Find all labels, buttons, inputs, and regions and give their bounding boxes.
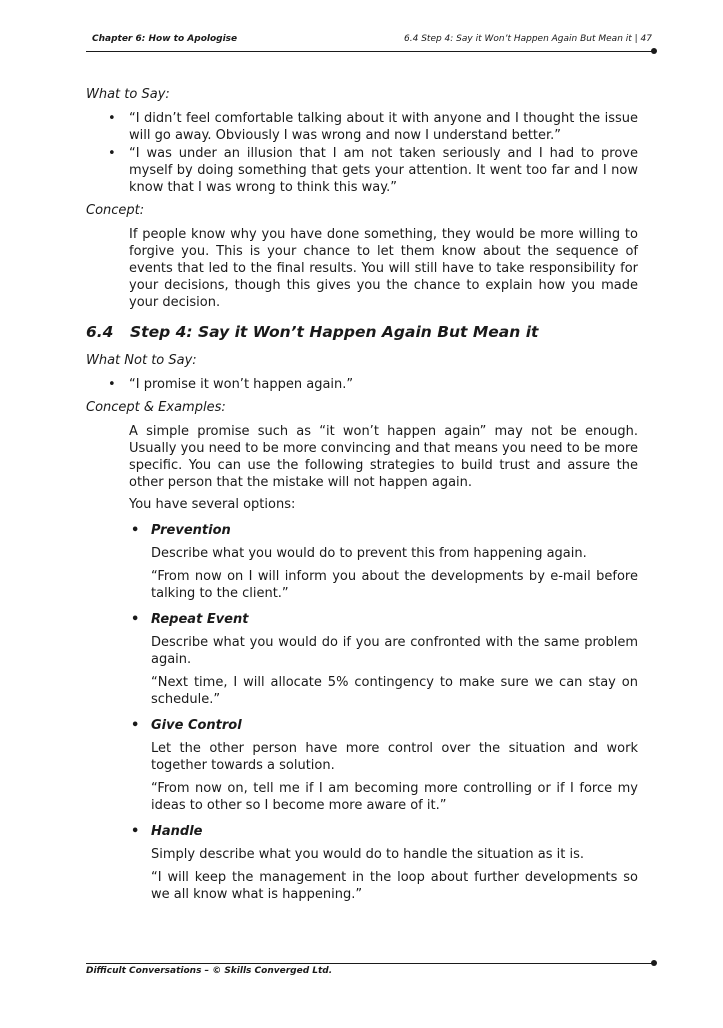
- section-number: 6.4: [86, 323, 114, 341]
- header-rule-dot: [651, 48, 657, 54]
- page-body: [86, 86, 638, 909]
- option-title: • Repeat Event: [129, 611, 638, 628]
- page-footer: Difficult Conversations – © Skills Converged Ltd.: [86, 966, 333, 976]
- concept-label: Concept:: [86, 203, 145, 218]
- what-to-say-list: [86, 110, 638, 196]
- what-not-to-say-label: What Not to Say:: [86, 353, 197, 368]
- option-example: “From now on, tell me if I am becoming more controlling or if I force my ideas to other so I become more aware of it.”: [151, 781, 638, 813]
- option-title: • Give Control: [129, 717, 638, 734]
- section-title: Step 4: Say it Won’t Happen Again But Mean it: [130, 323, 539, 341]
- options-intro: You have several options:: [129, 497, 296, 512]
- concept-examples-paragraph: A simple promise such as “it won’t happen again” may not be enough. Usually you need to be more convincing and that means you need to be more specific. You can use the following strategies to build trust and assure the other person that the mistake will not happen again.: [129, 424, 638, 490]
- option-description: Describe what you would do to prevent this from happening again.: [151, 546, 587, 561]
- list-item: • “I promise it won’t happen again.”: [86, 376, 638, 393]
- header-chapter-title: Chapter 6: How to Apologise: [92, 34, 238, 44]
- option-title: • Prevention: [129, 522, 638, 539]
- footer-rule-dot: [651, 960, 657, 966]
- list-item: • “I didn’t feel comfortable talking about it with anyone and I thought the issue will go away. Obviously I was wrong and now I understand better.”: [86, 110, 638, 144]
- what-not-to-say-list: [86, 376, 638, 393]
- option-example: “Next time, I will allocate 5% contingency to make sure we can stay on schedule.”: [151, 675, 638, 707]
- list-item: • “I was under an illusion that I am not taken seriously and I had to prove myself by doing something that gets your attention. It went too far and I now know that I was wrong to think this way.”: [86, 145, 638, 196]
- footer-rule: [86, 963, 652, 964]
- page-header: [86, 34, 652, 48]
- header-rule: [86, 51, 652, 52]
- concept-paragraph: If people know why you have done something, they would be more willing to forgive you. This is your chance to let them know about the sequence of events that led to the final results. You will still have to take responsibility for your decisions, though this gives you the chance to explain how you made your decision.: [129, 227, 638, 310]
- option-description: Describe what you would do if you are confronted with the same problem again.: [151, 635, 638, 667]
- concept-examples-label: Concept & Examples:: [86, 400, 226, 415]
- option-example: “From now on I will inform you about the developments by e-mail before talking to the client.”: [151, 569, 638, 601]
- option-description: Simply describe what you would do to handle the situation as it is.: [151, 847, 585, 862]
- header-section-page: 6.4 Step 4: Say it Won’t Happen Again But Mean it | 47: [404, 34, 652, 44]
- option-description: Let the other person have more control over the situation and work together towards a solution.: [151, 741, 638, 773]
- option-title: • Handle: [129, 823, 638, 840]
- section-heading: [86, 322, 638, 342]
- what-to-say-label: What to Say:: [86, 87, 170, 102]
- option-example: “I will keep the management in the loop about further developments so we all know what is happening.”: [151, 870, 638, 902]
